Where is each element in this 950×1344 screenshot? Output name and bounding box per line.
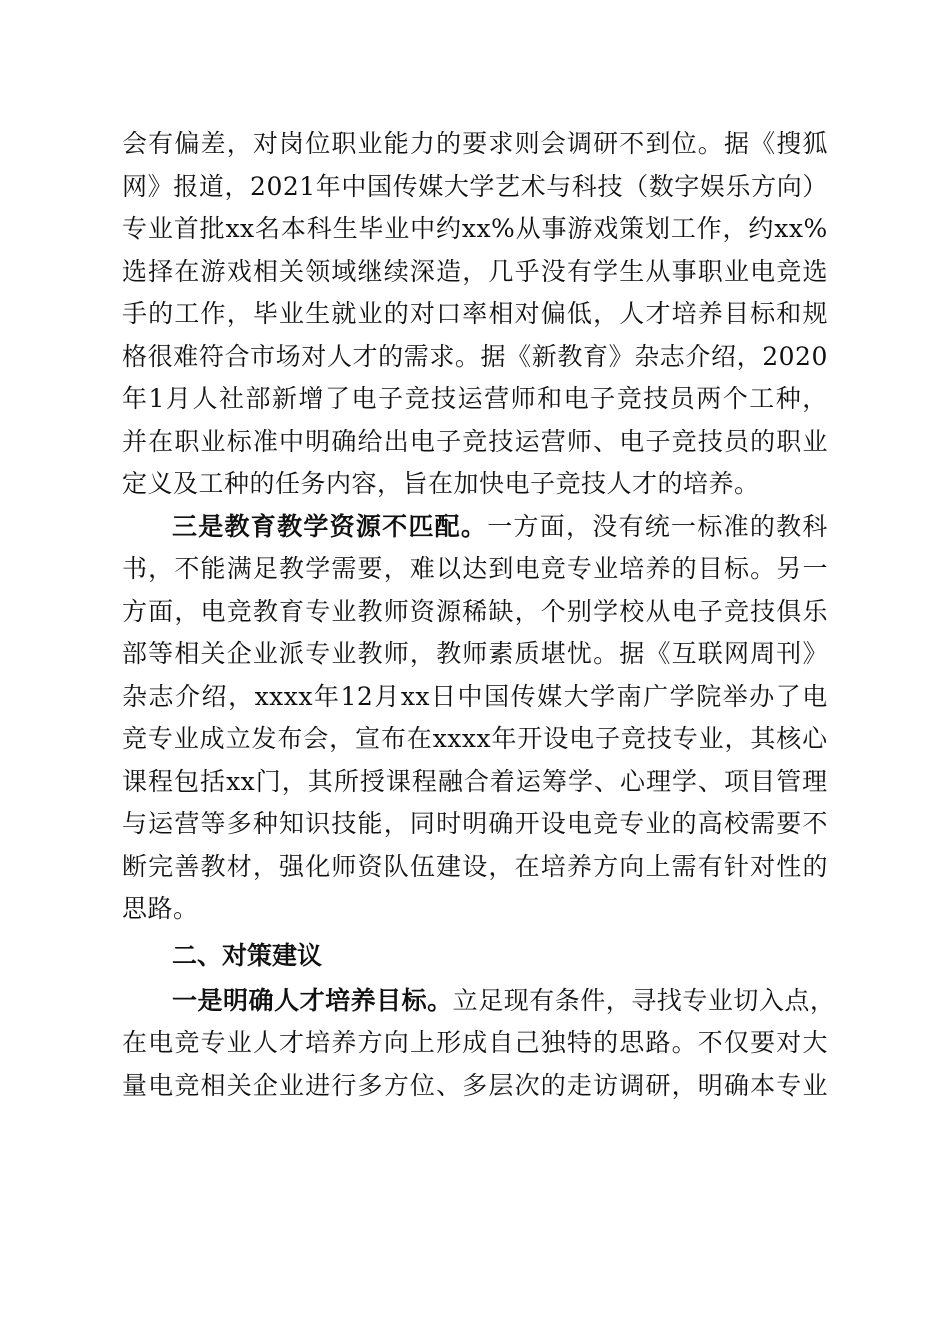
- text-line: 课 程 包 括 xx 门 ， 其 所 授 课 程 融 合 着 运 筹 学 、 心 理 学 、 项 目 管 理: [122, 766, 828, 796]
- text-line: 网 》 报 道 ， 2021 年 中 国 传 媒 大 学 艺 术 与 科 技 （ 数 字 娱 乐 方 向 ）: [122, 171, 828, 201]
- paragraph-teaching-resources: [122, 506, 828, 931]
- text-line: 选 择 在 游 戏 相 关 领 域 继 续 深 造 ， 几 乎 没 有 学 生 从 事 职 业 电 竞 选: [122, 256, 828, 286]
- text-line-first: 三 是 教 育 教 学 资 源 不 匹 配 。 一 方 面 ， 没 有 统 一 标 准 的 教 科: [172, 511, 828, 541]
- text-line: 竞 专 业 成 立 发 布 会 ， 宣 布 在 xxxx 年 开 设 电 子 竞 技 专 业 ， 其 核 心: [122, 724, 828, 753]
- text-line: 书 ， 不 能 满 足 教 学 需 要 ， 难 以 达 到 电 竞 专 业 培 养 的 目 标 。 另 一: [122, 554, 828, 583]
- paragraph-training-goals: [122, 980, 836, 1108]
- text-line: 量 电 竞 相 关 企 业 进 行 多 方 位 、 多 层 次 的 走 访 调 研 ， 明 确 本 专 业: [122, 1070, 828, 1100]
- text-line-last: 定义及工种的任务内容，旨在加快电子竞技人才的培养。: [122, 469, 760, 498]
- text-line: 格 很 难 符 合 市 场 对 人 才 的 需 求 。 据 《 新 教 育 》 杂 志 介 绍 ， 2020: [122, 341, 828, 371]
- paragraph-graduate-employment: [122, 123, 828, 506]
- text-line-last: 思路。: [122, 894, 199, 923]
- text-line: 并 在 职 业 标 准 中 明 确 给 出 电 子 竞 技 运 营 师 、 电 子 竞 技 员 的 职 业: [122, 426, 828, 456]
- text-line: 与 运 营 等 多 种 知 识 技 能 ， 同 时 明 确 开 设 电 竞 专 业 的 高 校 需 要 不: [122, 809, 828, 838]
- text-line: 方 面 ， 电 竞 教 育 专 业 教 师 资 源 稀 缺 ， 个 别 学 校 从 电 子 竞 技 俱 乐: [122, 596, 828, 626]
- section-heading: 二、对策建议: [172, 940, 323, 970]
- text-line: 部 等 相 关 企 业 派 专 业 教 师 ， 教 师 素 质 堪 忧 。 据 《 互 联 网 周 刊 》: [122, 639, 828, 668]
- text-line: 专 业 首 批 xx 名 本 科 生 毕 业 中 约 xx% 从 事 游 戏 策 划 工 作 ， 约 xx%: [122, 214, 828, 243]
- text-line: 会 有 偏 差 ， 对 岗 位 职 业 能 力 的 要 求 则 会 调 研 不 到 位 。 据 《 搜 狐: [122, 129, 828, 158]
- document-page: [122, 123, 836, 1107]
- text-line: 手 的 工 作 ， 毕 业 生 就 业 的 对 口 率 相 对 偏 低 ， 人 才 培 养 目 标 和 规: [122, 299, 828, 328]
- text-line-first: 一 是 明 确 人 才 培 养 目 标 。 立 足 现 有 条 件 ， 寻 找 专 业 切 入 点 ，: [172, 985, 836, 1015]
- text-line: 断 完 善 教 材 ， 强 化 师 资 队 伍 建 设 ， 在 培 养 方 向 上 需 有 针 对 性 的: [122, 851, 828, 881]
- text-line: 在 电 竞 专 业 人 才 培 养 方 向 上 形 成 自 己 独 特 的 思 路 。 不 仅 要 对 大: [122, 1028, 828, 1057]
- text-line: 杂 志 介 绍 ， xxxx 年 12 月 xx 日 中 国 传 媒 大 学 南 广 学 院 举 办 了 电: [122, 681, 828, 711]
- text-line: 年 1 月 人 社 部 新 增 了 电 子 竞 技 运 营 师 和 电 子 竞 技 员 两 个 工 种 ，: [122, 384, 828, 413]
